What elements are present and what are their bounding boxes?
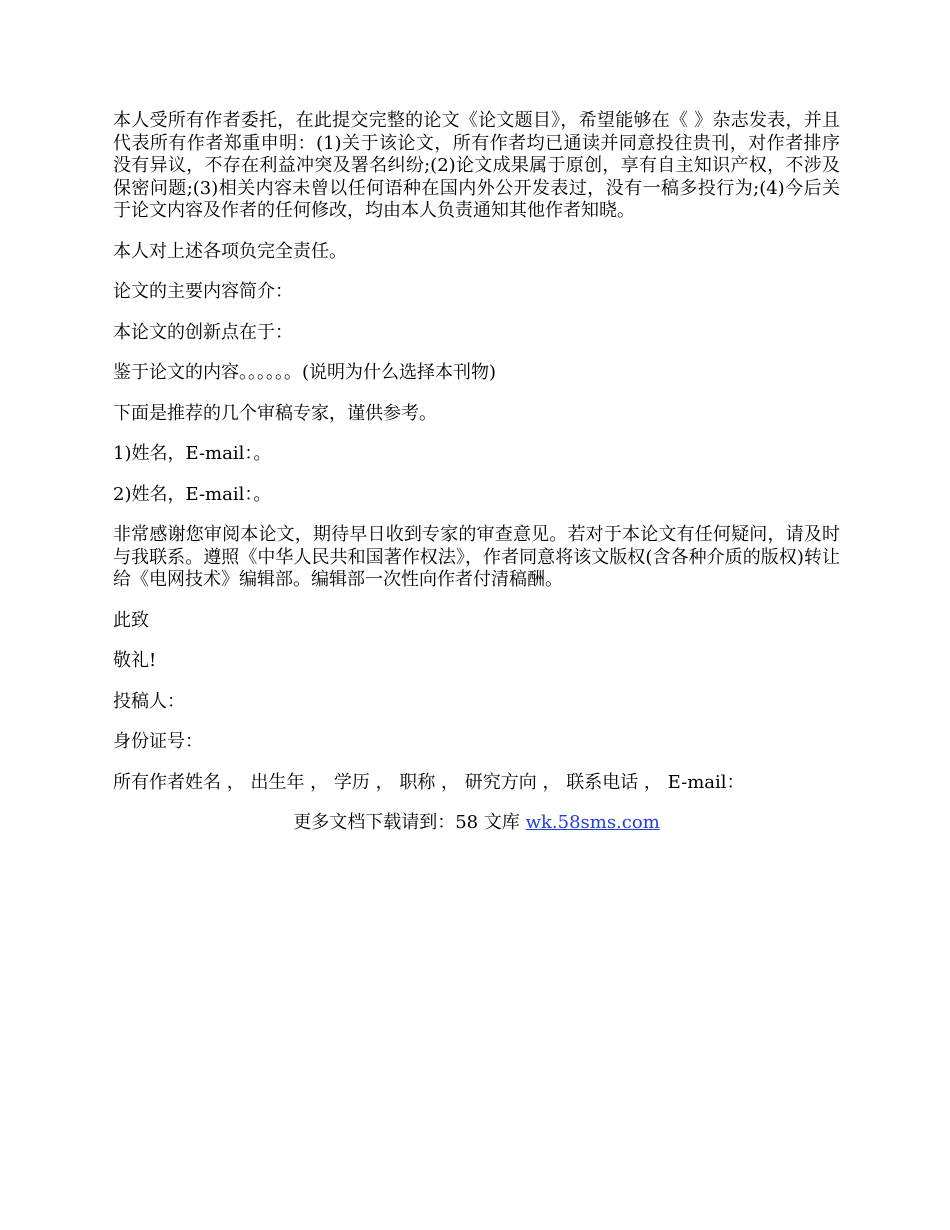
paragraph-reviewers-intro: 下面是推荐的几个审稿专家，谨供参考。 — [113, 402, 437, 424]
document-page — [113, 110, 840, 835]
authors-info-line: 所有作者姓名 ， 出生年 ， 学历 ， 职称 ， 研究方向 ， 联系电话 ， E-mail： — [113, 771, 745, 793]
submitter-label: 投稿人： — [113, 690, 185, 712]
footer-text: 更多文档下载请到：58 文库 — [293, 812, 526, 833]
footer-link[interactable]: wk.58sms.com — [525, 812, 660, 833]
paragraph-journal-reason: 鉴于论文的内容。。。。。。(说明为什么选择本刊物) — [113, 362, 497, 383]
paragraph-copyright: 非常感谢您审阅本论文，期待早日收到专家的审查意见。若对于本论文有任何疑问，请及时与我联系。遵照《中华人民共和国著作权法》，作者同意将该文版权(含各种介质的版权)转让给《电网技术》编辑部。编辑部一次性向作者付清稿酬。 — [113, 524, 840, 590]
closing-regards: 敬礼! — [113, 650, 157, 671]
paragraph-responsibility: 本人对上述各项负完全责任。 — [113, 240, 347, 262]
reviewer-2: 2)姓名，E-mail：。 — [113, 483, 272, 505]
reviewer-1: 1)姓名，E-mail：。 — [113, 443, 272, 464]
closing-salutation: 此致 — [113, 609, 149, 631]
paragraph-innovation-label: 本论文的创新点在于： — [113, 321, 293, 343]
paragraph-declaration: 本人受所有作者委托，在此提交完整的论文《论文题目》，希望能够在《 》杂志发表，并且代表所有作者郑重申明：(1)关于该论文，所有作者均已通读并同意投往贵刊，对作者排序没有异议，不存在利益冲突及署名纠纷;(2)论文成果属于原创，享有自主知识产权，不涉及保密问题;(3)相关内容未曾以任何语种在国内外公开发表过，没有一稿多投行为;(4)今后关于论文内容及作者的任何修改，均由本人负责通知其他作者知晓。 — [113, 110, 840, 221]
footer-download-note — [113, 812, 840, 835]
paragraph-summary-label: 论文的主要内容简介： — [113, 281, 293, 302]
id-number-label: 身份证号： — [113, 731, 203, 752]
